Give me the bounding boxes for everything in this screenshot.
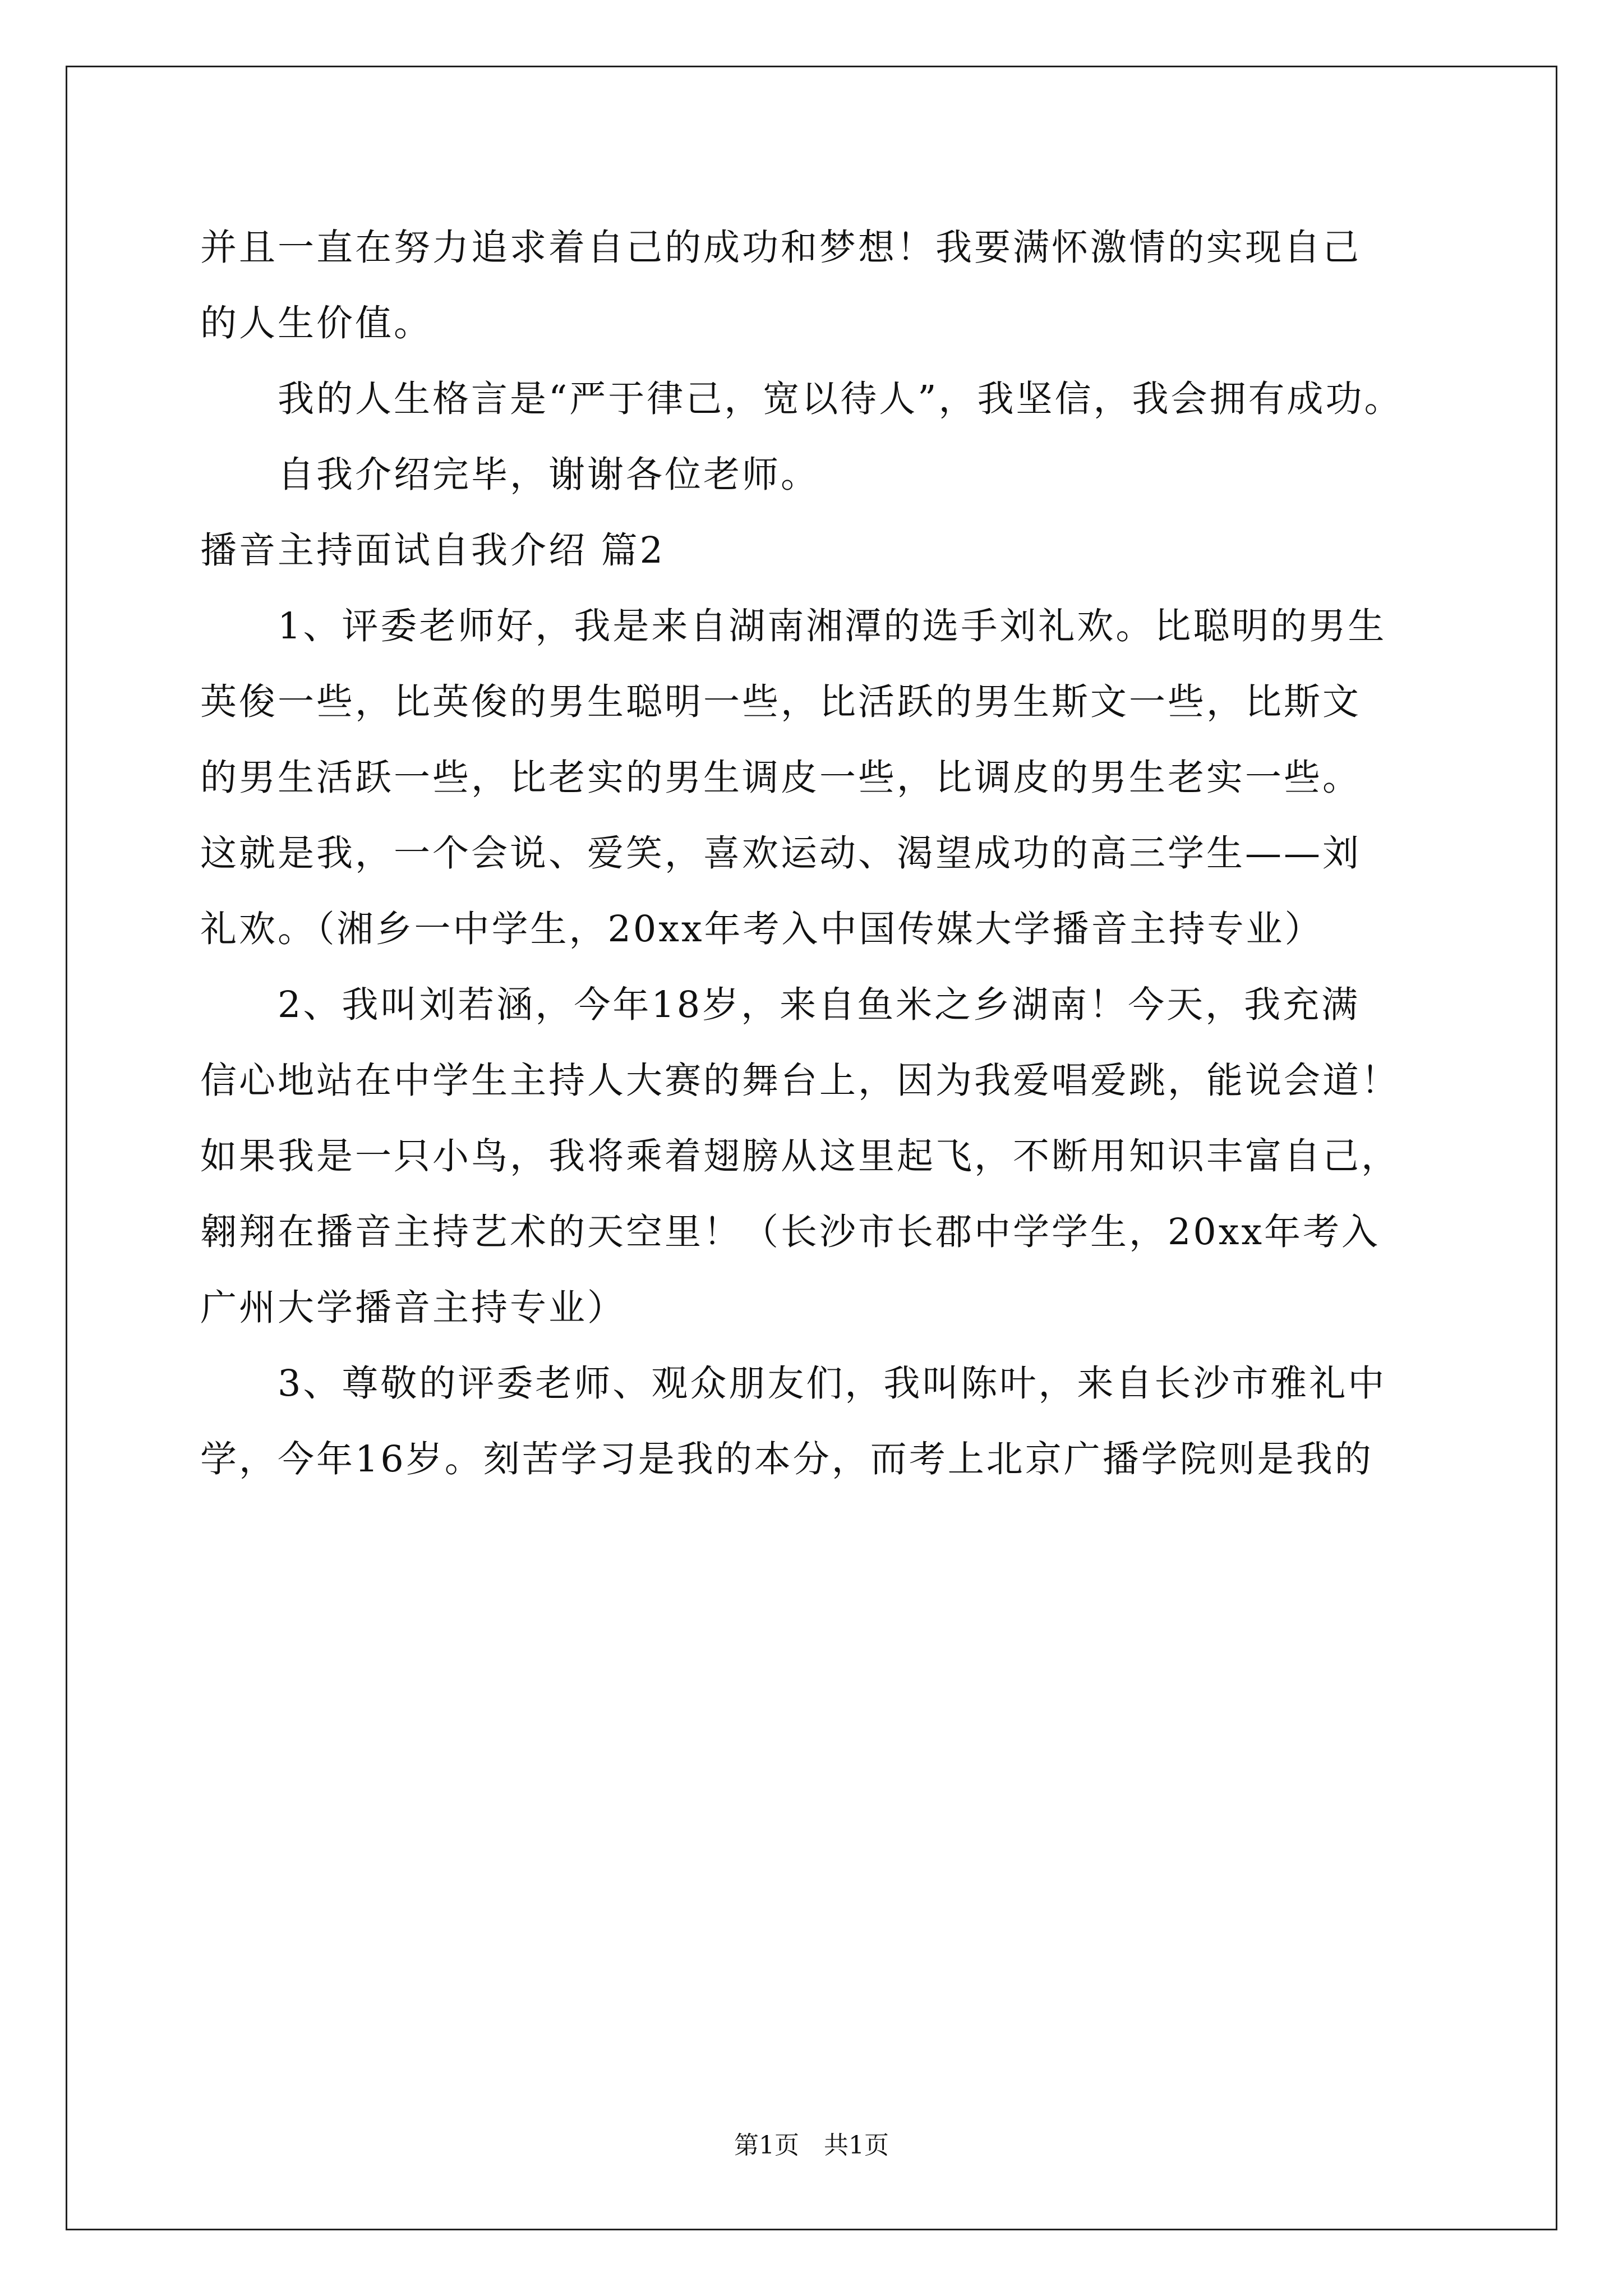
text-line: 信心地站在中学生主持人大赛的舞台上，因为我爱唱爱跳，能说会道！ (200, 1060, 1400, 1102)
text-line: 英俊一些，比英俊的男生聪明一些，比活跃的男生斯文一些，比斯文 (200, 681, 1362, 723)
text-line: 广州大学播音主持专业） (200, 1287, 626, 1329)
text-line: 3、尊敬的评委老师、观众朋友们，我叫陈叶，来自长沙市雅礼中 (200, 1363, 1387, 1405)
text-line: 礼欢。（湘乡一中学生，20xx年考入中国传媒大学播音主持专业） (200, 908, 1324, 950)
section-heading: 播音主持面试自我介绍 篇2 (200, 530, 666, 572)
text-line: 并且一直在努力追求着自己的成功和梦想！我要满怀激情的实现自己 (200, 227, 1362, 269)
text-line: 这就是我，一个会说、爱笑，喜欢运动、渴望成功的高三学生——刘 (200, 832, 1362, 875)
text-line: 的人生价值。 (200, 302, 433, 344)
text-line: 学，今年16岁。刻苦学习是我的本分，而考上北京广播学院则是我的 (200, 1438, 1373, 1480)
text-line: 2、我叫刘若涵，今年18岁，来自鱼米之乡湖南！今天，我充满 (200, 984, 1361, 1026)
text-line: 自我介绍完毕，谢谢各位老师。 (200, 454, 820, 496)
text-line: 的男生活跃一些，比老实的男生调皮一些，比调皮的男生老实一些。 (200, 757, 1362, 799)
text-line: 翱翔在播音主持艺术的天空里！（长沙市长郡中学学生，20xx年考入 (200, 1211, 1381, 1253)
text-line: 我的人生格言是“严于律己，宽以待人”，我坚信，我会拥有成功。 (200, 378, 1403, 420)
page-footer: 第1页 共1页 (734, 2131, 889, 2160)
text-line: 1、评委老师好，我是来自湖南湘潭的选手刘礼欢。比聪明的男生 (200, 605, 1387, 647)
text-line: 如果我是一只小鸟，我将乘着翅膀从这里起飞，不断用知识丰富自己， (200, 1135, 1400, 1177)
